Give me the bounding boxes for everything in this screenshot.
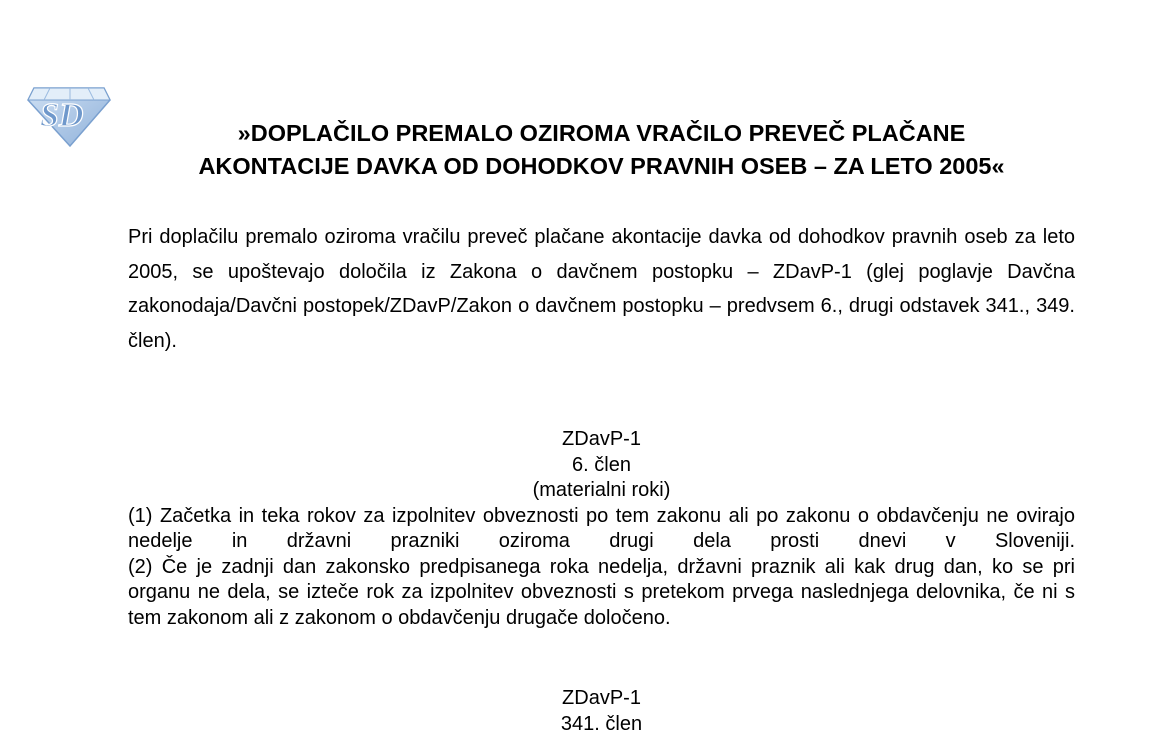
intro-paragraph: Pri doplačilu premalo oziroma vračilu preveč plačane akontacije davka od dohodkov pravnih oseb za leto 2005, se upoštevajo določila iz Zakona o davčnem postopku – ZDavP-1 (glej poglavje Davčna zakonodaja/Davčni postopek/ZDavP/Zakon o davčnem postopku – predvsem 6., drugi odstavek 341., 349. člen). xyxy=(128,226,1075,352)
logo-lettering: SD xyxy=(40,97,84,134)
article-heading: (materialni roki) xyxy=(532,479,671,501)
article-number: 6. člen xyxy=(572,453,631,476)
document-title xyxy=(128,117,1075,183)
article-6 xyxy=(128,427,1075,631)
article-paragraph-2: (2) Če je zadnji dan zakonsko predpisanega roka nedelja, državni praznik ali kak drug dan, ko se pri organu ne dela, se izteče rok za izpolnitev obveznosti s pretekom prvega naslednjega delovnika, če ni s tem zakonom ali z zakonom o obdavčenju drugače določeno. xyxy=(128,555,1075,629)
article-341 xyxy=(128,686,1075,737)
title-line-2: AKONTACIJE DAVKA OD DOHODKOV PRAVNIH OSEB – ZA LETO 2005« xyxy=(198,153,1005,179)
article-paragraph-1: (1) Začetka in teka rokov za izpolnitev obveznosti po tem zakonu ali po zakonu o obdavčenju ne ovirajo nedelje in državni prazniki oziroma drugi dela prosti dnevi v Sloveniji. xyxy=(128,504,1075,552)
article-law: ZDavP-1 xyxy=(562,428,641,450)
title-line-1: »DOPLAČILO PREMALO OZIROMA VRAČILO PREVEČ PLAČANE xyxy=(237,120,966,146)
article-number: 341. člen xyxy=(560,712,643,735)
sd-logo-icon xyxy=(26,78,112,150)
article-law: ZDavP-1 xyxy=(562,687,641,709)
